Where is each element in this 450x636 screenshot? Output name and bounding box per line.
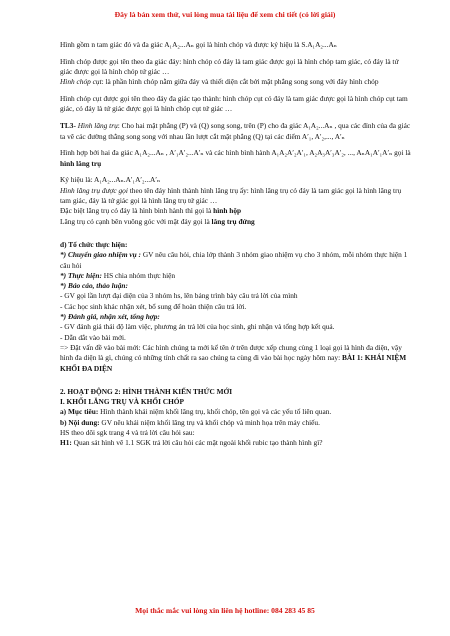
prism-naming-term: Hình lăng trụ được gọi <box>60 185 128 195</box>
preview-notice: Đây là bản xem thử, vui lòng mua tài liệu để xem chi tiết (có lời giải) <box>114 10 336 19</box>
prism-naming-text: theo tên đáy hình thành hình lăng trụ ấy: hình lăng trụ có đáy là tam giác gọi là hình lăng trụ tam giác, đáy là tứ giác gọi là hình lăng trụ tứ giác … <box>60 185 402 206</box>
paragraph-prism-naming <box>60 186 412 207</box>
evaluation-step-1: - GV đánh giá thái độ làm việc, phương án trả lời của học sinh, ghi nhận và tổng hợp kết quả. <box>60 322 335 332</box>
objective-label: a) Mục tiêu: <box>60 407 99 417</box>
report-discussion-label: *) Báo cáo, thảo luận: <box>60 281 128 291</box>
paragraph-parallelepiped <box>60 206 412 216</box>
prism-term: Hình lăng trụ <box>77 121 118 131</box>
implementation-text: HS chia nhóm thực hiện <box>101 270 176 280</box>
report-step-1: - GV gọi lần lượt đại diện của 3 nhóm hs, lên bảng trình bày câu trả lời của mình <box>60 291 298 301</box>
activity-2-heading: 2. HOẠT ĐỘNG 2: HÌNH THÀNH KIẾN THỨC MỚI <box>60 386 233 396</box>
paragraph-prism-definition <box>60 121 412 142</box>
evaluation-label: *) Đánh giá, nhận xét, tổng hợp: <box>60 312 160 322</box>
paragraph-prism-composition <box>60 148 412 169</box>
document-body <box>60 40 412 449</box>
report-step-2: - Các học sinh khác nhận xét, bổ sung để hoàn thiện câu trả lời. <box>60 301 247 311</box>
frustum-text: : là phần hình chóp nằm giữa đáy và thiết diện cắt bởi mặt phẳng song song với đáy hình chóp <box>101 77 379 87</box>
organization-heading: d) Tổ chức thực hiện: <box>60 239 128 249</box>
hotline-footer: Mọi thắc mắc vui lòng xin liên hệ hotline: 084 283 45 85 <box>135 606 315 615</box>
paragraph-frustum <box>60 77 412 87</box>
prism-bold-term: hình lăng trụ <box>60 158 102 168</box>
parallelepiped-text: Đặc biệt lăng trụ có đáy là hình bình hành thì gọi là <box>60 206 214 216</box>
objective-text: Hình thành khái niệm khối lăng trụ, khối chóp, tên gọi và các yếu tố liên quan. <box>98 407 332 417</box>
content-label: b) Nội dung: <box>60 417 100 427</box>
new-lesson-text: => Đặt vấn đề vào bài mới: Các hình chúng ta mới kể tên ở trên được xếp chung cùng 1 loại gọi là hình đa diện, vậy hình đa diện là gì, chúng có những tính chất ra sao chúng ta cùng đi vào bài học ngày hôm nay: <box>60 342 402 363</box>
question-h1 <box>60 438 412 448</box>
new-lesson-intro <box>60 343 412 374</box>
task-assignment-text: GV nêu câu hỏi, chia lớp thành 3 nhóm giao nhiệm vụ cho 3 nhóm, mỗi nhóm thực hiện 1 câu hỏi <box>60 250 408 270</box>
prism-text: : Cho hai mặt phẳng (P) và (Q) song song, trên (P) cho đa giác A₁A₂...Aₙ , qua các đỉnh của đa giác ta vẽ các đường thẳng song song với nhau lần lượt cắt mặt phẳng (Q) tại các điểm A′₁, A′₂,..., A′ₙ <box>60 121 411 141</box>
question-h1-text: Quan sát hình vẽ 1.1 SGK trả lời câu hỏi các mặt ngoài khối rubic tạo thành hình gì? <box>71 438 323 448</box>
tl3-label: TL3- <box>60 121 78 131</box>
implementation-label: *) Thực hiện: <box>60 270 102 280</box>
section-prism-pyramid-heading: I. KHỐI LĂNG TRỤ VÀ KHỐI CHÓP <box>60 397 184 407</box>
implementation <box>60 271 412 281</box>
objective <box>60 407 412 417</box>
paragraph-right-prism <box>60 217 412 227</box>
paragraph-pyramid-definition: Hình gồm n tam giác đó và đa giác A₁A₂...Aₙ gọi là hình chóp và được ký hiệu là S.A₁A₂...Aₙ <box>60 40 337 49</box>
parallelepiped-term: hình hộp <box>213 206 242 216</box>
content-text: GV nêu khái niệm khối lăng trụ và khối chóp và minh họa trên máy chiếu. <box>99 417 320 427</box>
task-assignment-label: *) Chuyển giao nhiệm vụ : <box>60 250 141 260</box>
frustum-term: Hình chóp cụt <box>60 77 102 87</box>
question-h1-label: H1: <box>60 438 72 448</box>
paragraph-frustum-naming: Hình chóp cụt được gọi tên theo đáy đa giác tạo thành: hình chóp cụt có đáy là tam giác được gọi là hình chóp cụt tam giác, có đáy là tứ giác được gọi là hình chóp cụt tứ giác … <box>60 94 408 114</box>
evaluation-step-2: - Dẫn dắt vào bài mới. <box>60 332 126 342</box>
task-assignment <box>60 250 412 271</box>
prism-composition-text: Hình hợp bởi hai đa giác A₁A₂...Aₙ , A′₁A′₂...A′ₙ và các hình bình hành A₁A₂A′₂A′₁, A₂A₃A′₃A′₂, ..., AₙA₁A′₁A′ₙ gọi là <box>60 148 411 158</box>
paragraph-prism-notation: Ký hiệu là: A₁A₂...Aₙ.A′₁A′₂...A′ₙ <box>60 175 161 185</box>
paragraph-pyramid-naming: Hình chóp được gọi tên theo đa giác đáy: hình chóp có đáy là tam giác được gọi là hình chóp tam giác, có đáy là tứ giác được gọi là hình chóp tứ giác … <box>60 56 399 77</box>
right-prism-text: Lăng trụ có cạnh bên vuông góc với mặt đáy gọi là <box>60 216 212 226</box>
lesson-title: BÀI 1: KHÁI NIỆM KHỐI ĐA DIỆN <box>60 353 407 373</box>
right-prism-term: lăng trụ đứng <box>211 216 255 226</box>
student-instruction: HS theo dõi sgk trang 4 và trả lời câu hỏi sau: <box>60 428 195 437</box>
content-item <box>60 418 412 428</box>
